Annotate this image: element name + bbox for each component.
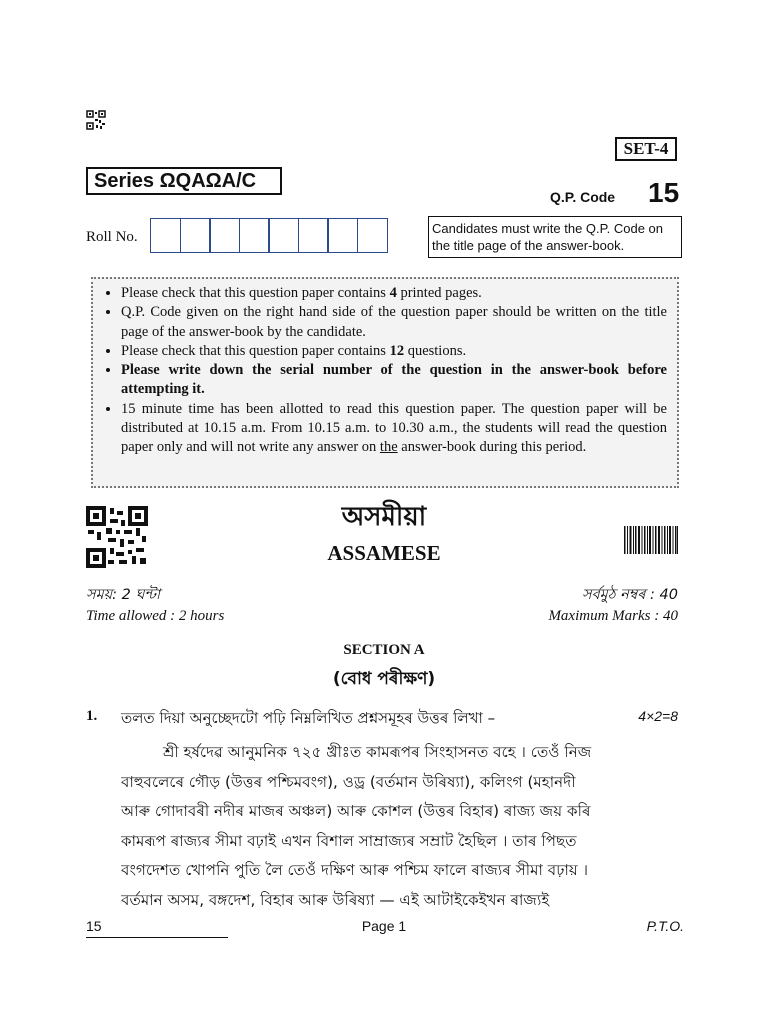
- instruction-text: Please check that this question paper contains: [121, 342, 390, 359]
- passage-line: বাহুবলেৰে গৌড় (উত্তৰ পশ্চিমবংগ), ওড্ৰ (বৰ্তমান উৰিষ্যা), কলিংগ (মহানদী: [121, 772, 576, 791]
- footer-page-number: Page 1: [361, 918, 407, 934]
- instruction-item: [121, 361, 667, 400]
- question-text: তলত দিয়া অনুচ্ছেদটো পঢ়ি নিম্নলিখিত প্ৰশ্নসমূহৰ উত্তৰ লিখা –: [121, 709, 496, 727]
- passage-line: শ্ৰী হৰ্ষদেৱ আনুমনিক ৭২৫ খ্ৰীঃত কামৰূপৰ সিংহাসনত বহে । তেওঁ নিজ: [163, 743, 592, 761]
- maximum-marks-english: Maximum Marks : 40: [548, 608, 678, 624]
- roll-number-box[interactable]: [327, 218, 358, 253]
- passage-line: বৰ্তমান অসম, বঙ্গদেশ, বিহাৰ আৰু উৰিষ্যা — এই আটাইকেইখন ৰাজ্যই: [121, 890, 550, 909]
- roll-number-label: Roll No.: [86, 229, 138, 245]
- footer-rule: [86, 937, 228, 938]
- question-number: 1.: [86, 708, 98, 724]
- instruction-item: [121, 303, 667, 342]
- instruction-item: [121, 284, 667, 303]
- roll-number-box[interactable]: [180, 218, 211, 253]
- instruction-text: Q.P. Code given on the right hand side of the question paper should be written on the title page of the answer-book by the candidate.: [121, 304, 667, 340]
- instruction-text: 4: [389, 285, 397, 301]
- instruction-text: the: [379, 439, 398, 456]
- time-allowed-english: Time allowed : 2 hours: [86, 608, 225, 624]
- subject-title-english: ASSAMESE: [327, 541, 441, 565]
- roll-number-box[interactable]: [209, 218, 240, 253]
- qp-code-note: Candidates must write the Q.P. Code on the title page of the answer-book.: [428, 216, 682, 258]
- qp-code-value: 15: [648, 177, 680, 208]
- roll-number-box[interactable]: [239, 218, 270, 253]
- section-title: SECTION A: [343, 642, 425, 658]
- roll-number-boxes[interactable]: [150, 218, 386, 253]
- instruction-text: 12: [389, 342, 405, 359]
- set-label: SET-4: [615, 137, 677, 161]
- roll-number-box[interactable]: [298, 218, 329, 253]
- instruction-item: [121, 400, 667, 458]
- section-subtitle: (বোধ পৰীক্ষণ): [332, 669, 436, 689]
- subject-title-assamese: অসমীয়া: [341, 502, 427, 532]
- instruction-text: printed pages.: [396, 285, 482, 301]
- passage: [121, 738, 646, 915]
- footer-qp-code: 15: [86, 918, 102, 934]
- question-marks: 4×2=8: [638, 708, 678, 724]
- time-allowed-assamese: সময়: 2 ঘন্টা: [86, 587, 161, 603]
- passage-line: বংগদেশত খোপনি পুতি লৈ তেওঁ দক্ষিণ আৰু পশ্চিম ফালে ৰাজ্যৰ সীমা বঢ়ায় ।: [121, 861, 589, 879]
- roll-number-box[interactable]: [357, 218, 388, 253]
- instruction-text: answer-book during this period.: [397, 439, 587, 456]
- qp-code-label: Q.P. Code: [550, 189, 616, 205]
- instructions-list: [101, 284, 667, 458]
- instructions-box: [91, 277, 679, 488]
- roll-number-box[interactable]: [150, 218, 181, 253]
- series-label: Series ΩQAΩA/C: [86, 167, 282, 195]
- passage-line: কামৰূপ ৰাজ্যৰ সীমা বঢ়াই এখন বিশাল সাম্ৰাজ্যৰ সম্ৰাট হৈছিল । তাৰ পিছত: [121, 831, 577, 850]
- maximum-marks-assamese: সৰ্বমুঠ নম্বৰ : 40: [582, 587, 678, 603]
- barcode-icon: [624, 526, 678, 554]
- qr-code-small-icon: [86, 110, 106, 130]
- passage-line: আৰু গোদাবৰী নদীৰ মাজৰ অঞ্চল) আৰু কোশল (উত্তৰ বিহাৰ) ৰাজ্য জয় কৰি: [121, 802, 591, 820]
- instruction-text: questions.: [404, 342, 467, 359]
- instruction-text: Please write down the serial number of the question in the answer-book before attempting it.: [121, 362, 667, 398]
- instruction-text: Please check that this question paper contains: [121, 285, 390, 301]
- instruction-text: 15 minute time has been allotted to read this question paper. The question paper will be distributed at 10.15 a.m. From 10.15 a.m. to 10.30 a.m., the students will read the question paper only and will not write any answer on: [121, 400, 667, 456]
- instruction-item: [121, 342, 667, 361]
- roll-number-box[interactable]: [268, 218, 299, 253]
- footer-pto: P.T.O.: [646, 918, 684, 934]
